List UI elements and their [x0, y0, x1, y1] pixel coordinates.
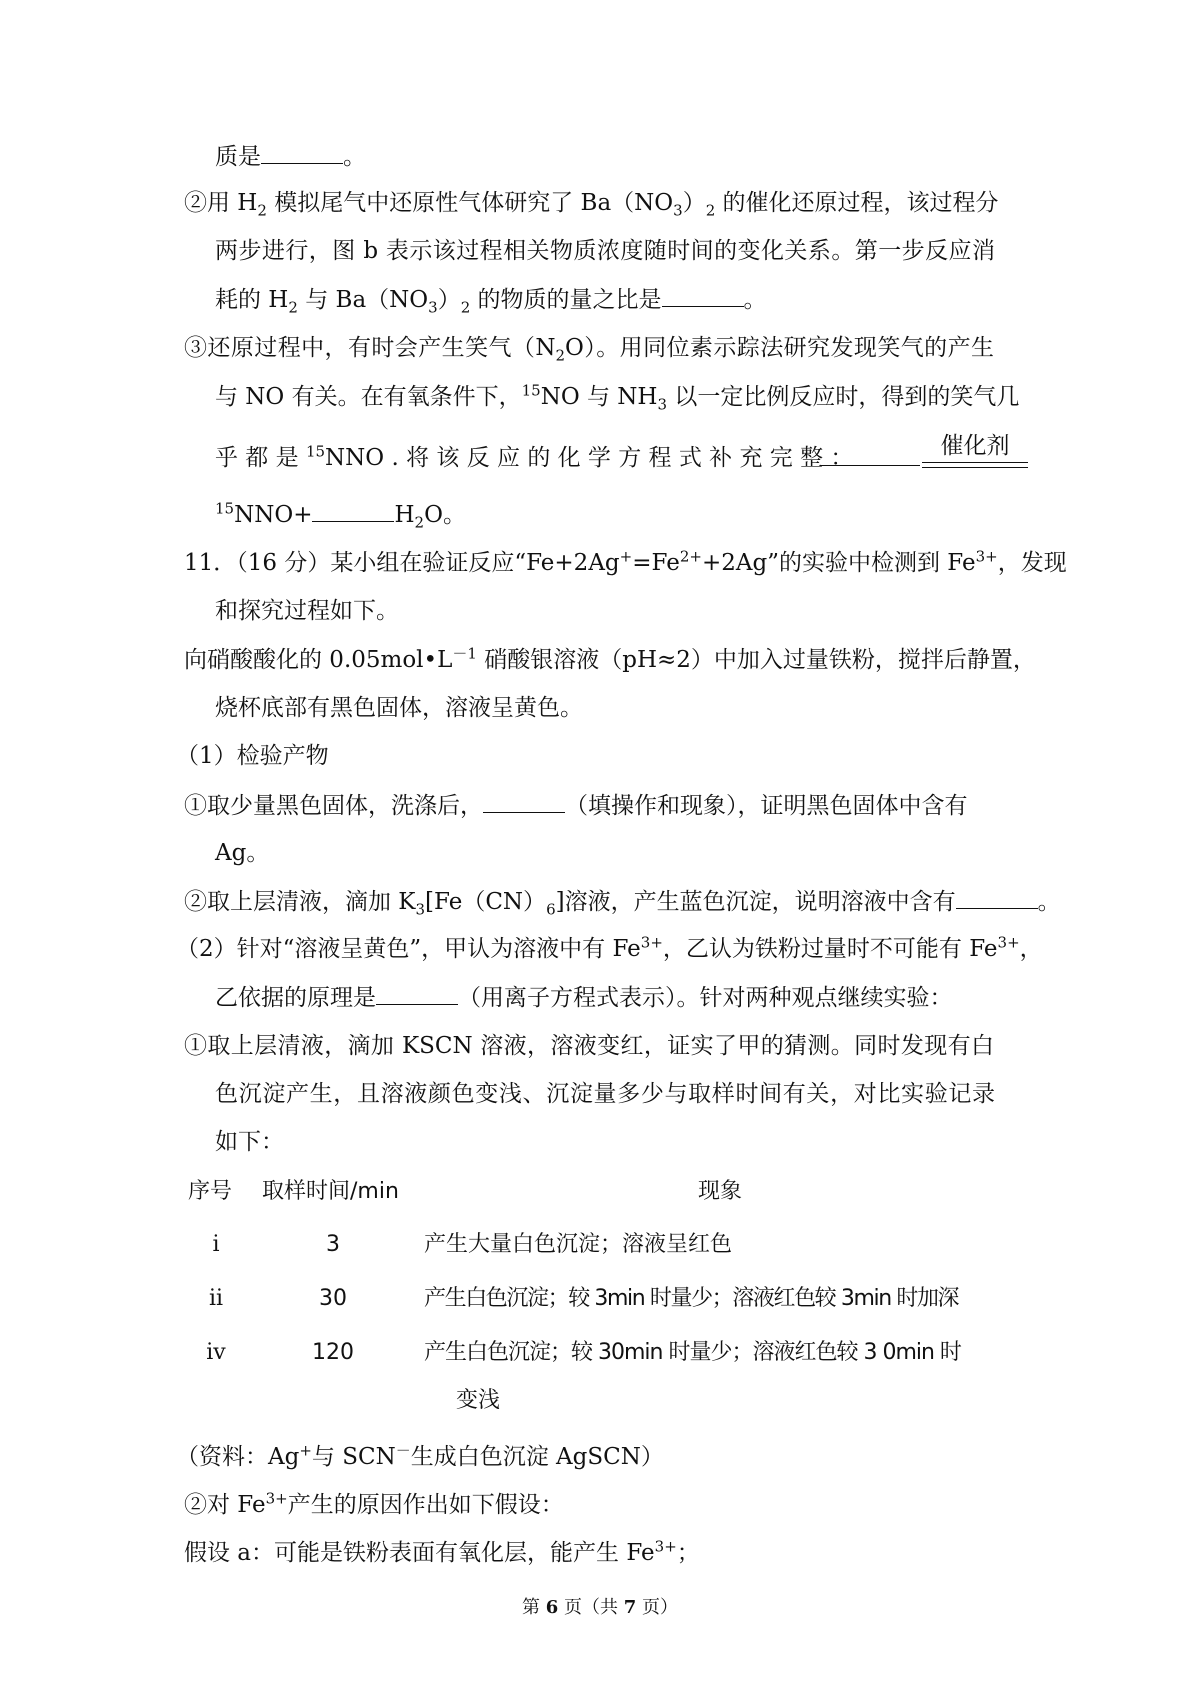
table-row-id: iv [206, 1340, 226, 1365]
table-row-observation-cont: 变浅 [456, 1388, 501, 1413]
text-line: 乙依据的原理是 （用离子方程式表示）。针对两种观点继续实验： [215, 982, 953, 1013]
table-row-time: 30 [319, 1286, 347, 1311]
text-line: ②用 $H_2$ 模拟尾气中还原性气体研究了 $Ba(NO_3)_2$ 的催化还原过程，该过程分 [184, 190, 999, 220]
table-row-time: 3 [326, 1232, 340, 1257]
catalyst-condition: 催化剂 [922, 432, 1028, 468]
text-line: ②取上层清液，滴加 $K_3[Fe(CN)_6]$溶液，产生蓝色沉淀，说明溶液中含有 。 [184, 886, 1061, 917]
text-line: Ag。 [215, 840, 270, 866]
answer-blank[interactable] [483, 790, 565, 813]
text-line: 和探究过程如下。 [215, 598, 399, 624]
text-line: ①取上层清液，滴加 KSCN 溶液，溶液变红，证实了甲的猜测。同时发现有白 [184, 1033, 994, 1059]
text-line: $^{15}NNO+ H_2O$。 [215, 499, 466, 532]
table-row-observation: 产生大量白色沉淀；溶液呈红色 [424, 1232, 733, 1257]
page-footer: 第 6 页（共 7 页） [522, 1597, 678, 1618]
answer-blank[interactable] [956, 886, 1038, 909]
text-line: 与 NO 有关。在有氧条件下，$^{15}$NO 与 $NH_3$ 以一定比例反应时，得到的笑气几 [215, 381, 1020, 414]
text-line: 两步进行，图 b 表示该过程相关物质浓度随时间的变化关系。第一步反应消 [215, 238, 995, 264]
table-header-id: 序号 [188, 1179, 233, 1204]
equal-sign-double-line [922, 462, 1028, 468]
page-number: 6 [545, 1597, 559, 1618]
answer-blank[interactable] [376, 982, 458, 1005]
question-11-title: 11．（16 分）某小组在验证反应“$Fe+2Ag^+=Fe^{2+}+2Ag$”的实验中检测到 $Fe^{3+}$，发现 [184, 547, 1067, 576]
answer-blank[interactable] [261, 141, 343, 164]
section-heading: （1）检验产物 [176, 743, 329, 769]
reference-note: （资料：Ag+与 SCN－生成白色沉淀 AgSCN） [176, 1441, 664, 1470]
text-line: 质是 。 [215, 141, 366, 172]
text-line: ②对 $Fe^{3+}$产生的原因作出如下假设： [184, 1489, 564, 1518]
answer-blank[interactable] [820, 443, 920, 466]
table-row-id: i [212, 1232, 220, 1257]
answer-blank[interactable] [662, 284, 744, 307]
text-line: ①取少量黑色固体，洗涤后， （填操作和现象），证明黑色固体中含有 [184, 790, 968, 821]
text-line: 乎 都 是 $^{15}$NNO . 将 该 反 应 的 化 学 方 程 式 补 充 完 整 ： [215, 442, 854, 471]
text-line: ③还原过程中，有时会产生笑气$(N_2O)$。用同位素示踪法研究发现笑气的产生 [184, 335, 995, 365]
table-header-time: 取样时间/min [262, 1179, 399, 1204]
text-line: 向硝酸酸化的 $0.05mol•L^{-1}$ 硝酸银溶液（pH≈2）中加入过量铁粉，搅拌后静置， [184, 644, 1036, 673]
table-row-observation: 产生白色沉淀；较 3min 时量少；溶液红色较 3min 时加深 [424, 1286, 959, 1311]
text-line: 如下： [215, 1129, 284, 1155]
answer-blank-wrapper [820, 443, 920, 474]
text-line: 色沉淀产生，且溶液颜色变浅、沉淀量多少与取样时间有关，对比实验记录 [215, 1081, 995, 1107]
page-total: 7 [623, 1597, 637, 1618]
table-row-id: ii [208, 1286, 224, 1311]
text-line: （2）针对“溶液呈黄色”，甲认为溶液中有 $Fe^{3+}$，乙认为铁粉过量时不可能有 $Fe^{3+}$， [176, 933, 1043, 962]
text-line: 耗的 $H_2$ 与 $Ba(NO_3)_2$ 的物质的量之比是 。 [215, 284, 767, 315]
table-header-observation: 现象 [698, 1179, 743, 1204]
text-line: 假设 a：可能是铁粉表面有氧化层，能产生 $Fe^{3+}$； [184, 1537, 700, 1566]
answer-blank[interactable] [312, 499, 394, 522]
table-row-observation: 产生白色沉淀；较 30min 时量少；溶液红色较 3 0min 时 [424, 1340, 961, 1365]
table-row-time: 120 [312, 1340, 354, 1365]
text-line: 烧杯底部有黑色固体，溶液呈黄色。 [215, 695, 583, 721]
